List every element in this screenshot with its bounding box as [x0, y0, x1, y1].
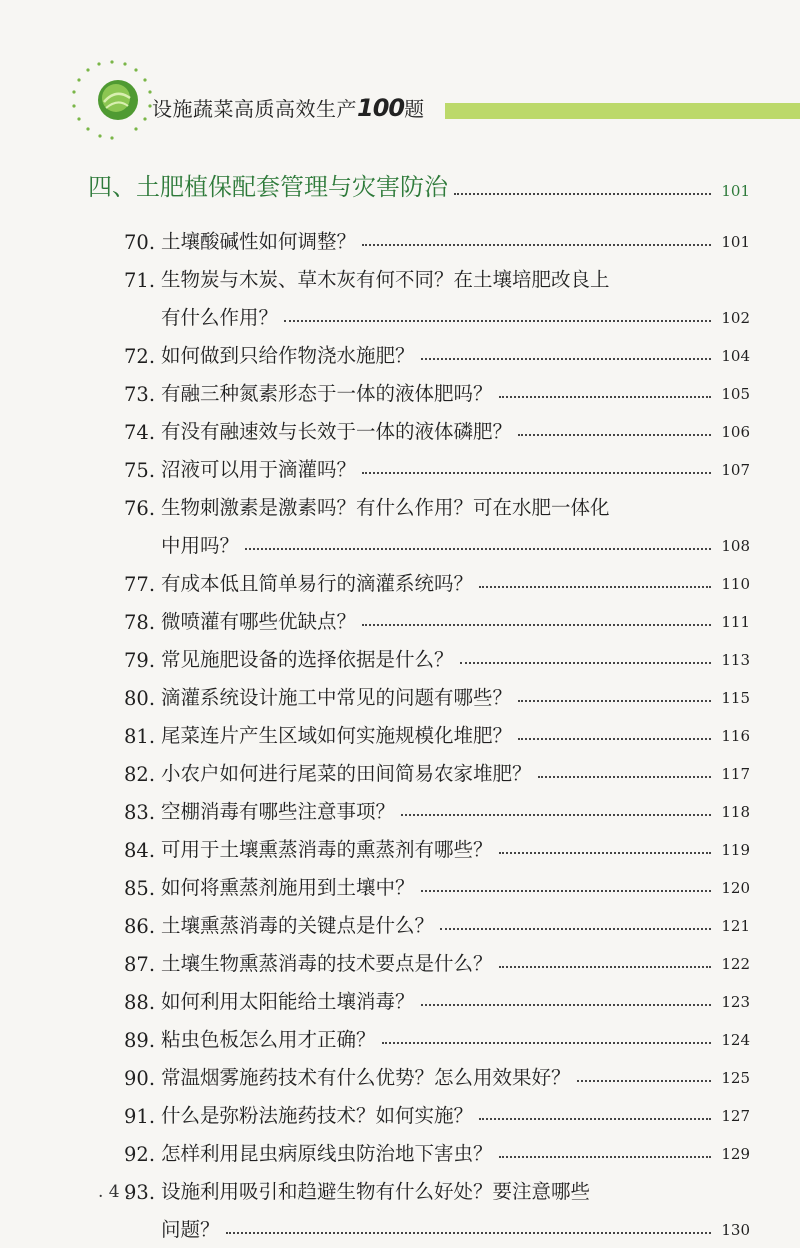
dot-leader: [362, 624, 711, 626]
toc-entry[interactable]: [124, 672, 750, 710]
dot-leader: [284, 320, 711, 322]
toc-entry-number: 78.: [124, 611, 156, 634]
dot-leader: [518, 700, 711, 702]
toc-entry-title: 如何做到只给作物浇水施肥？: [161, 344, 415, 367]
book-title-number: 100: [357, 94, 405, 122]
toc-entry-line: [124, 786, 750, 824]
dot-leader: [421, 1004, 712, 1006]
toc-entry-title: 如何利用太阳能给土壤消毒？: [161, 990, 415, 1013]
toc-entry-title: 常见施肥设备的选择依据是什么？: [161, 648, 454, 671]
toc-entry[interactable]: [124, 558, 750, 596]
toc-entry-line: [124, 1204, 750, 1242]
toc-entry-title: 有什么作用？: [161, 306, 279, 329]
dot-leader: [401, 814, 711, 816]
toc-entry[interactable]: [124, 748, 750, 786]
toc-entry-number: 83.: [124, 801, 156, 824]
toc-entry-number: 86.: [124, 915, 156, 938]
toc-entry-number: 82.: [124, 763, 156, 786]
toc-entry-number: 92.: [124, 1143, 156, 1166]
book-title-prefix: 设施蔬菜高质高效生产: [152, 97, 357, 121]
dot-leader: [245, 548, 711, 550]
toc-entry-page-number: 130: [721, 1221, 750, 1239]
toc-entry-number: 71.: [124, 269, 156, 292]
toc-entry-title: 土壤熏蒸消毒的关键点是什么？: [161, 914, 435, 937]
toc-entry[interactable]: [124, 1090, 750, 1128]
toc-entry-line: [124, 254, 750, 292]
toc-entry-number: 87.: [124, 953, 156, 976]
toc-entry-page-number: 121: [721, 917, 750, 935]
dot-leader: [479, 586, 711, 588]
toc-entry-page-number: 116: [721, 727, 750, 745]
dot-leader: [479, 1118, 711, 1120]
toc-entry-page-number: 111: [721, 613, 750, 631]
toc-entry-number: 84.: [124, 839, 156, 862]
toc-entry-number: 88.: [124, 991, 156, 1014]
toc-entry-title: 有成本低且简单易行的滴灌系统吗？: [161, 572, 474, 595]
toc-entry-number: 81.: [124, 725, 156, 748]
toc-entry-line: [124, 482, 750, 520]
toc-entry-line: [124, 216, 750, 254]
toc-entry[interactable]: [124, 406, 750, 444]
toc-entry-title: 有融三种氮素形态于一体的液体肥吗？: [161, 382, 493, 405]
toc-entry[interactable]: [124, 1014, 750, 1052]
toc-entry-title: 土壤酸碱性如何调整？: [161, 230, 357, 253]
toc-entry-line: [124, 406, 750, 444]
toc-entry[interactable]: [124, 596, 750, 634]
toc-entry-title: 问题？: [161, 1218, 220, 1241]
toc-list: [124, 216, 750, 1242]
toc-entry-number: 89.: [124, 1029, 156, 1052]
toc-entry-line: [124, 1128, 750, 1166]
toc-entry-page-number: 117: [721, 765, 750, 783]
dot-leader: [577, 1080, 712, 1082]
toc-entry-title: 空棚消毒有哪些注意事项？: [161, 800, 396, 823]
toc-entry-title: 中用吗？: [161, 534, 240, 557]
toc-entry[interactable]: [124, 482, 750, 558]
toc-entry[interactable]: [124, 216, 750, 254]
dot-leader: [362, 472, 711, 474]
toc-entry[interactable]: [124, 634, 750, 672]
toc-entry-number: 91.: [124, 1105, 156, 1128]
toc-entry-line: [124, 748, 750, 786]
toc-entry-title: 土壤生物熏蒸消毒的技术要点是什么？: [161, 952, 493, 975]
toc-entry-line: [124, 672, 750, 710]
dot-leader: [421, 358, 712, 360]
toc-entry-line: [124, 1014, 750, 1052]
dot-leader: [538, 776, 712, 778]
toc-entry-page-number: 122: [721, 955, 750, 973]
toc-entry-title: 粘虫色板怎么用才正确？: [161, 1028, 376, 1051]
book-title: [152, 93, 425, 122]
toc-entry-number: 70.: [124, 231, 156, 254]
toc-entry-page-number: 107: [721, 461, 750, 479]
toc-entry-title: 有没有融速效与长效于一体的液体磷肥？: [161, 420, 513, 443]
toc-entry-page-number: 120: [721, 879, 750, 897]
toc-entry-title: 如何将熏蒸剂施用到土壤中？: [161, 876, 415, 899]
toc-entry-title: 设施利用吸引和趋避生物有什么好处？要注意哪些: [161, 1180, 591, 1203]
toc-entry-line: [124, 634, 750, 672]
dot-leader: [499, 966, 712, 968]
toc-entry-line: [124, 710, 750, 748]
toc-entry[interactable]: [124, 444, 750, 482]
toc-entry-page-number: 119: [721, 841, 750, 859]
dot-leader: [362, 244, 711, 246]
toc-entry-page-number: 104: [721, 347, 750, 365]
toc-entry-line: [124, 976, 750, 1014]
toc-entry-number: 73.: [124, 383, 156, 406]
book-title-suffix: 题: [404, 97, 425, 121]
toc-entry-title: 常温烟雾施药技术有什么优势？怎么用效果好？: [161, 1066, 571, 1089]
toc-entry-title: 尾菜连片产生区域如何实施规模化堆肥？: [161, 724, 513, 747]
toc-entry-title: 可用于土壤熏蒸消毒的熏蒸剂有哪些？: [161, 838, 493, 861]
toc-entry-line: [124, 862, 750, 900]
toc-entry[interactable]: [124, 368, 750, 406]
toc-entry-title: 滴灌系统设计施工中常见的问题有哪些？: [161, 686, 513, 709]
toc-entry-page-number: 110: [721, 575, 750, 593]
toc-entry[interactable]: [124, 786, 750, 824]
dot-leader: [499, 1156, 712, 1158]
toc-entry-title: 什么是弥粉法施药技术？如何实施？: [161, 1104, 474, 1127]
dot-leader: [518, 434, 711, 436]
section-title: 四、土肥植保配套管理与灾害防治: [88, 173, 448, 201]
toc-entry-page-number: 101: [721, 233, 750, 251]
dot-leader: [421, 890, 712, 892]
toc-entry[interactable]: [124, 976, 750, 1014]
dot-leader: [440, 928, 711, 930]
toc-entry[interactable]: [124, 1166, 750, 1242]
toc-entry-number: 75.: [124, 459, 156, 482]
toc-entry-title: 生物炭与木炭、草木灰有何不同？在土壤培肥改良上: [161, 268, 610, 291]
toc-entry-number: 90.: [124, 1067, 156, 1090]
toc-entry-page-number: 105: [721, 385, 750, 403]
toc-entry-line: [124, 938, 750, 976]
toc-entry[interactable]: [124, 900, 750, 938]
toc-entry-line: [124, 520, 750, 558]
toc-entry-title: 微喷灌有哪些优缺点？: [161, 610, 357, 633]
dot-leader: [460, 662, 712, 664]
toc-entry[interactable]: [124, 824, 750, 862]
toc-entry[interactable]: [124, 254, 750, 330]
section-heading[interactable]: [88, 168, 750, 202]
section-page-number: 101: [721, 182, 750, 200]
toc-entry-number: 85.: [124, 877, 156, 900]
toc-entry-number: 72.: [124, 345, 156, 368]
toc-entry[interactable]: [124, 330, 750, 368]
toc-entry-title: 怎样利用昆虫病原线虫防治地下害虫？: [161, 1142, 493, 1165]
toc-entry-page-number: 123: [721, 993, 750, 1011]
toc-entry-line: [124, 558, 750, 596]
toc-entry[interactable]: [124, 1052, 750, 1090]
toc-entry-line: [124, 368, 750, 406]
toc-entry-page-number: 102: [721, 309, 750, 327]
toc-entry-line: [124, 444, 750, 482]
toc-entry-number: 76.: [124, 497, 156, 520]
toc-entry-page-number: 127: [721, 1107, 750, 1125]
toc-entry-line: [124, 824, 750, 862]
toc-entry-title: 生物刺激素是激素吗？有什么作用？可在水肥一体化: [161, 496, 610, 519]
toc-entry-line: [124, 1052, 750, 1090]
toc-entry[interactable]: [124, 1128, 750, 1166]
toc-entry-number: 79.: [124, 649, 156, 672]
page-header: [0, 0, 800, 150]
toc-entry-line: [124, 596, 750, 634]
toc-entry-number: 74.: [124, 421, 156, 444]
toc-entry-page-number: 124: [721, 1031, 750, 1049]
header-decorative-bar: [445, 103, 800, 119]
toc-entry-page-number: 108: [721, 537, 750, 555]
toc-entry-line: [124, 1090, 750, 1128]
toc-entry[interactable]: [124, 710, 750, 748]
toc-entry-number: 77.: [124, 573, 156, 596]
toc-entry-page-number: 113: [721, 651, 750, 669]
toc-entry-number: 93.: [124, 1181, 156, 1204]
cabbage-logo-icon: [70, 58, 154, 142]
toc-entry-line: [124, 330, 750, 368]
toc-entry-number: 80.: [124, 687, 156, 710]
toc-entry-title: 小农户如何进行尾菜的田间简易农家堆肥？: [161, 762, 532, 785]
toc-entry-page-number: 125: [721, 1069, 750, 1087]
toc-entry-page-number: 106: [721, 423, 750, 441]
toc-entry[interactable]: [124, 862, 750, 900]
dot-leader: [226, 1232, 712, 1234]
toc-entry-line: [124, 1166, 750, 1204]
toc-entry-title: 沼液可以用于滴灌吗？: [161, 458, 357, 481]
toc-entry[interactable]: [124, 938, 750, 976]
dot-leader: [518, 738, 711, 740]
toc-entry-page-number: 118: [721, 803, 750, 821]
toc-entry-line: [124, 292, 750, 330]
toc-entry-page-number: 115: [721, 689, 750, 707]
dot-leader: [499, 852, 712, 854]
toc-entry-page-number: 129: [721, 1145, 750, 1163]
dot-leader: [382, 1042, 712, 1044]
dot-leader: [499, 396, 712, 398]
toc-entry-line: [124, 900, 750, 938]
dot-leader: [454, 193, 711, 195]
page-number: . 4 .: [98, 1182, 131, 1202]
